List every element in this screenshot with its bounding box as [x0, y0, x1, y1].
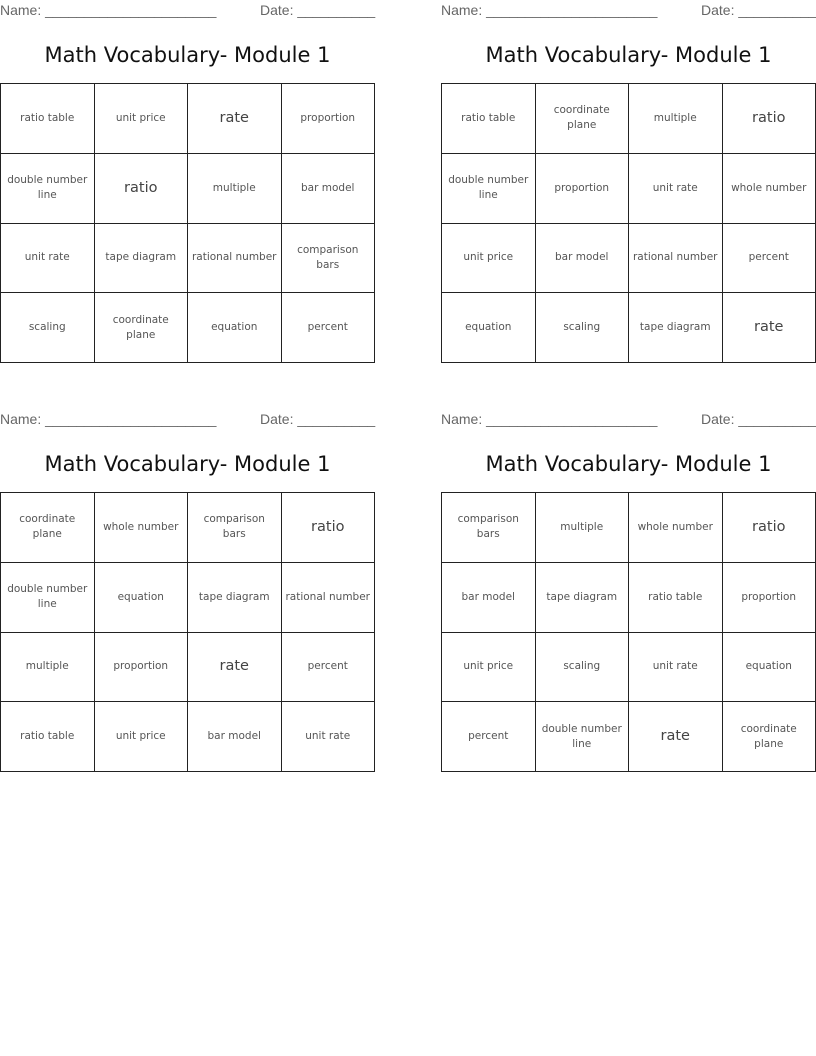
grid-cell: equation: [722, 632, 816, 702]
grid-cell: percent: [442, 702, 536, 772]
grid-cell: ratio table: [629, 562, 723, 632]
grid-cell: proportion: [722, 562, 816, 632]
name-field-label: Name: ______________________: [441, 2, 658, 18]
grid-cell: comparison bars: [442, 493, 536, 563]
grid-cell: unit price: [94, 84, 188, 154]
grid-cell: coordinate plane: [722, 702, 816, 772]
bingo-card-2: [441, 0, 816, 362]
grid-cell: comparison bars: [281, 223, 375, 293]
grid-row: [1, 562, 375, 632]
grid-cell: scaling: [535, 293, 629, 363]
card-title: Math Vocabulary- Module 1: [485, 43, 772, 67]
grid-cell: bar model: [535, 223, 629, 293]
grid-cell: unit price: [94, 702, 188, 772]
date-field-label: Date: __________: [260, 2, 376, 18]
grid-cell: rate: [629, 702, 723, 772]
grid-row: [1, 632, 375, 702]
name-field-label: Name: ______________________: [0, 411, 217, 427]
grid-cell: scaling: [535, 632, 629, 702]
card-title: Math Vocabulary- Module 1: [44, 43, 331, 67]
grid-cell: bar model: [281, 153, 375, 223]
grid-cell: bar model: [188, 702, 282, 772]
card-header: [441, 411, 816, 429]
grid-row: [442, 702, 816, 772]
grid-cell: unit rate: [1, 223, 95, 293]
grid-cell: rational number: [188, 223, 282, 293]
grid-row: [442, 153, 816, 223]
card-title: Math Vocabulary- Module 1: [44, 452, 331, 476]
grid-cell: double number line: [1, 562, 95, 632]
grid-cell: rational number: [281, 562, 375, 632]
grid-cell: double number line: [442, 153, 536, 223]
grid-cell: multiple: [1, 632, 95, 702]
bingo-grid: [0, 83, 375, 363]
bingo-card-1: [0, 0, 375, 362]
grid-cell: tape diagram: [629, 293, 723, 363]
grid-cell: coordinate plane: [535, 84, 629, 154]
grid-cell: proportion: [535, 153, 629, 223]
grid-row: [442, 84, 816, 154]
grid-cell: coordinate plane: [94, 293, 188, 363]
grid-row: [442, 562, 816, 632]
grid-cell: unit price: [442, 632, 536, 702]
grid-cell: bar model: [442, 562, 536, 632]
grid-row: [1, 493, 375, 563]
grid-cell: ratio table: [442, 84, 536, 154]
card-header: [0, 2, 375, 20]
date-field-label: Date: __________: [260, 411, 376, 427]
grid-cell: unit price: [442, 223, 536, 293]
grid-cell: double number line: [535, 702, 629, 772]
date-field-label: Date: __________: [701, 411, 816, 427]
grid-row: [1, 153, 375, 223]
grid-cell: multiple: [188, 153, 282, 223]
grid-cell: rational number: [629, 223, 723, 293]
grid-cell: equation: [94, 562, 188, 632]
grid-cell: whole number: [722, 153, 816, 223]
grid-row: [1, 702, 375, 772]
grid-cell: equation: [442, 293, 536, 363]
grid-cell: proportion: [94, 632, 188, 702]
name-field-label: Name: ______________________: [441, 411, 658, 427]
grid-row: [442, 632, 816, 702]
name-field-label: Name: ______________________: [0, 2, 217, 18]
grid-row: [442, 223, 816, 293]
grid-cell: multiple: [629, 84, 723, 154]
grid-cell: percent: [722, 223, 816, 293]
grid-cell: coordinate plane: [1, 493, 95, 563]
grid-cell: tape diagram: [94, 223, 188, 293]
grid-cell: double number line: [1, 153, 95, 223]
bingo-card-4: [441, 409, 816, 771]
grid-cell: unit rate: [629, 632, 723, 702]
grid-cell: rate: [188, 632, 282, 702]
grid-row: [442, 293, 816, 363]
grid-cell: ratio: [281, 493, 375, 563]
grid-cell: multiple: [535, 493, 629, 563]
grid-row: [1, 84, 375, 154]
grid-row: [1, 223, 375, 293]
date-field-label: Date: __________: [701, 2, 816, 18]
card-header: [0, 411, 375, 429]
grid-cell: proportion: [281, 84, 375, 154]
grid-cell: ratio: [722, 84, 816, 154]
grid-cell: rate: [188, 84, 282, 154]
grid-cell: whole number: [94, 493, 188, 563]
grid-cell: tape diagram: [188, 562, 282, 632]
grid-cell: unit rate: [281, 702, 375, 772]
card-title: Math Vocabulary- Module 1: [485, 452, 772, 476]
grid-cell: ratio: [94, 153, 188, 223]
grid-cell: equation: [188, 293, 282, 363]
grid-cell: whole number: [629, 493, 723, 563]
grid-cell: ratio table: [1, 702, 95, 772]
grid-cell: scaling: [1, 293, 95, 363]
grid-cell: ratio table: [1, 84, 95, 154]
bingo-grid: [0, 492, 375, 772]
card-header: [441, 2, 816, 20]
grid-cell: tape diagram: [535, 562, 629, 632]
grid-cell: unit rate: [629, 153, 723, 223]
bingo-card-3: [0, 409, 375, 771]
grid-row: [442, 493, 816, 563]
grid-cell: ratio: [722, 493, 816, 563]
grid-row: [1, 293, 375, 363]
grid-cell: percent: [281, 293, 375, 363]
grid-cell: rate: [722, 293, 816, 363]
grid-cell: comparison bars: [188, 493, 282, 563]
bingo-grid: [441, 83, 816, 363]
grid-cell: percent: [281, 632, 375, 702]
bingo-grid: [441, 492, 816, 772]
